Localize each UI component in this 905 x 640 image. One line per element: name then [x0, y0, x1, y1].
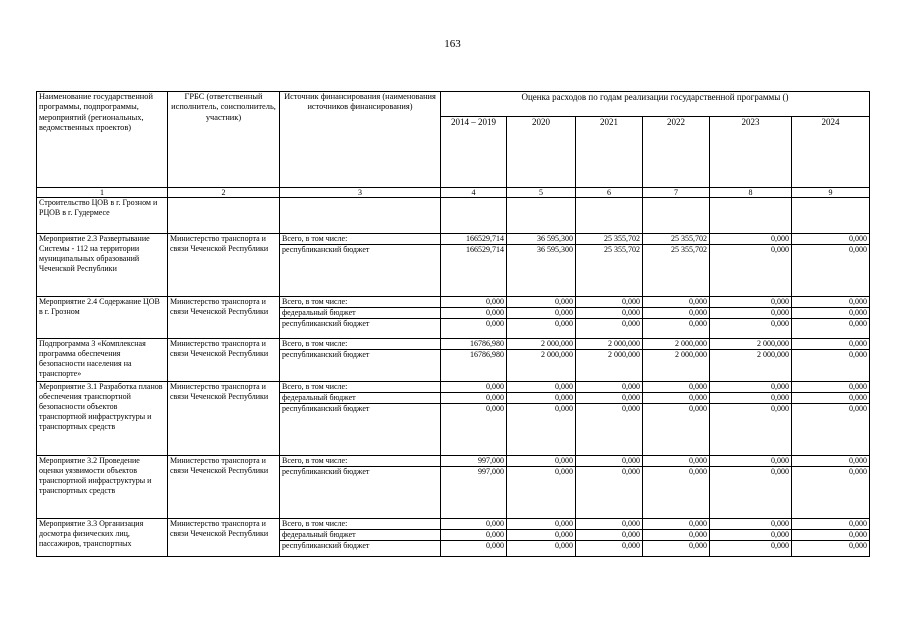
amount-cell: 0,000 — [792, 319, 870, 339]
amount-cell: 36 595,300 — [507, 245, 576, 297]
table-row — [37, 297, 870, 308]
header-grbs: ГРБС (ответственный исполнитель, соисполнитель, участник) — [168, 92, 280, 188]
column-number: 8 — [710, 188, 792, 198]
amount-cell: 0,000 — [643, 519, 710, 530]
item-grbs — [168, 198, 280, 234]
amount-cell: 0,000 — [643, 467, 710, 519]
amount-cell: 0,000 — [441, 308, 507, 319]
table-body — [37, 198, 870, 557]
funding-source: Всего, в том числе: — [280, 234, 441, 245]
header-source: Источник финансирования (наименования источников финансирования) — [280, 92, 441, 188]
header-group: Оценка расходов по годам реализации государственной программы () — [441, 92, 870, 117]
funding-source: Всего, в том числе: — [280, 456, 441, 467]
funding-source: республиканский бюджет — [280, 404, 441, 456]
amount-cell: 0,000 — [643, 308, 710, 319]
column-number: 5 — [507, 188, 576, 198]
amount-cell: 0,000 — [441, 530, 507, 541]
table-row — [37, 339, 870, 350]
amount-cell — [710, 198, 792, 234]
funding-source: федеральный бюджет — [280, 393, 441, 404]
amount-cell: 0,000 — [441, 297, 507, 308]
amount-cell: 25 355,702 — [576, 245, 643, 297]
table-row — [37, 456, 870, 467]
item-name: Мероприятие 3.3 Организация досмотра физических лиц, пассажиров, транспортных — [37, 519, 168, 557]
column-numbers-row — [37, 188, 870, 198]
amount-cell: 2 000,000 — [576, 350, 643, 382]
amount-cell: 0,000 — [507, 393, 576, 404]
amount-cell: 36 595,300 — [507, 234, 576, 245]
item-grbs: Министерство транспорта и связи Чеченской Республики — [168, 382, 280, 456]
amount-cell: 0,000 — [710, 467, 792, 519]
amount-cell: 0,000 — [507, 530, 576, 541]
amount-cell: 0,000 — [643, 456, 710, 467]
amount-cell: 0,000 — [792, 467, 870, 519]
amount-cell: 2 000,000 — [643, 350, 710, 382]
amount-cell: 2 000,000 — [576, 339, 643, 350]
item-grbs: Министерство транспорта и связи Чеченской Республики — [168, 234, 280, 297]
amount-cell: 0,000 — [576, 297, 643, 308]
amount-cell: 0,000 — [792, 519, 870, 530]
table-row — [37, 198, 870, 234]
amount-cell: 0,000 — [710, 519, 792, 530]
amount-cell: 0,000 — [441, 319, 507, 339]
amount-cell: 0,000 — [792, 456, 870, 467]
amount-cell: 0,000 — [643, 530, 710, 541]
amount-cell: 0,000 — [441, 393, 507, 404]
amount-cell: 166529,714 — [441, 234, 507, 245]
funding-source: республиканский бюджет — [280, 350, 441, 382]
amount-cell: 997,000 — [441, 456, 507, 467]
funding-source: республиканский бюджет — [280, 541, 441, 557]
amount-cell: 0,000 — [643, 319, 710, 339]
amount-cell: 0,000 — [710, 234, 792, 245]
amount-cell: 2 000,000 — [507, 350, 576, 382]
header-name: Наименование государственной программы, подпрограммы, мероприятий (региональных, ведомственных проектов) — [37, 92, 168, 188]
item-name: Строительство ЦОВ в г. Грозном и РЦОВ в г. Гудермесе — [37, 198, 168, 234]
item-name: Мероприятие 3.2 Проведение оценки уязвимости объектов транспортной инфраструктуры и транспортных средств — [37, 456, 168, 519]
amount-cell: 0,000 — [576, 467, 643, 519]
amount-cell: 25 355,702 — [576, 234, 643, 245]
amount-cell: 0,000 — [710, 393, 792, 404]
funding-source: республиканский бюджет — [280, 467, 441, 519]
amount-cell: 0,000 — [507, 319, 576, 339]
amount-cell: 0,000 — [507, 297, 576, 308]
funding-source: республиканский бюджет — [280, 319, 441, 339]
funding-source: федеральный бюджет — [280, 308, 441, 319]
amount-cell: 0,000 — [507, 308, 576, 319]
table-row — [37, 382, 870, 393]
table-row — [37, 234, 870, 245]
amount-cell: 0,000 — [710, 308, 792, 319]
amount-cell: 0,000 — [792, 245, 870, 297]
funding-source: Всего, в том числе: — [280, 382, 441, 393]
amount-cell: 0,000 — [507, 382, 576, 393]
column-number: 1 — [37, 188, 168, 198]
amount-cell: 0,000 — [576, 541, 643, 557]
amount-cell: 0,000 — [576, 530, 643, 541]
amount-cell: 2 000,000 — [643, 339, 710, 350]
expense-table — [36, 91, 870, 557]
item-name: Мероприятие 2.4 Содержание ЦОВ в г. Грозном — [37, 297, 168, 339]
amount-cell: 0,000 — [643, 382, 710, 393]
amount-cell: 0,000 — [710, 382, 792, 393]
amount-cell: 25 355,702 — [643, 234, 710, 245]
item-name: Подпрограмма 3 «Комплексная программа обеспечения безопасности населения на транспорте» — [37, 339, 168, 382]
column-number: 7 — [643, 188, 710, 198]
funding-source: Всего, в том числе: — [280, 297, 441, 308]
funding-source: федеральный бюджет — [280, 530, 441, 541]
amount-cell: 0,000 — [792, 530, 870, 541]
column-number: 9 — [792, 188, 870, 198]
amount-cell: 0,000 — [710, 404, 792, 456]
amount-cell — [576, 198, 643, 234]
amount-cell: 2 000,000 — [507, 339, 576, 350]
amount-cell: 166529,714 — [441, 245, 507, 297]
item-grbs: Министерство транспорта и связи Чеченской Республики — [168, 339, 280, 382]
item-name: Мероприятие 2.3 Развертывание Системы - 112 на территории муниципальных образований Чеченской Республики — [37, 234, 168, 297]
amount-cell: 0,000 — [576, 319, 643, 339]
amount-cell: 0,000 — [576, 393, 643, 404]
amount-cell: 0,000 — [576, 382, 643, 393]
item-grbs: Министерство транспорта и связи Чеченской Республики — [168, 519, 280, 557]
amount-cell: 2 000,000 — [710, 350, 792, 382]
amount-cell: 0,000 — [792, 541, 870, 557]
amount-cell: 0,000 — [710, 297, 792, 308]
amount-cell — [507, 198, 576, 234]
amount-cell: 0,000 — [792, 234, 870, 245]
amount-cell: 0,000 — [576, 456, 643, 467]
page-number: 163 — [444, 38, 461, 50]
amount-cell: 16786,980 — [441, 350, 507, 382]
column-number: 2 — [168, 188, 280, 198]
header-year: 2022 — [643, 117, 710, 188]
amount-cell: 0,000 — [710, 530, 792, 541]
header-year: 2024 — [792, 117, 870, 188]
amount-cell: 997,000 — [441, 467, 507, 519]
table-row — [37, 519, 870, 530]
header-year: 2021 — [576, 117, 643, 188]
amount-cell: 0,000 — [792, 393, 870, 404]
funding-source: Всего, в том числе: — [280, 519, 441, 530]
column-number: 4 — [441, 188, 507, 198]
amount-cell: 0,000 — [441, 404, 507, 456]
header-year: 2014 – 2019 — [441, 117, 507, 188]
amount-cell: 0,000 — [507, 519, 576, 530]
amount-cell: 0,000 — [792, 382, 870, 393]
column-number: 6 — [576, 188, 643, 198]
amount-cell — [792, 198, 870, 234]
table-header — [37, 92, 870, 198]
amount-cell: 0,000 — [507, 404, 576, 456]
item-grbs: Министерство транспорта и связи Чеченской Республики — [168, 456, 280, 519]
funding-source — [280, 198, 441, 234]
amount-cell: 0,000 — [710, 319, 792, 339]
amount-cell: 0,000 — [643, 297, 710, 308]
amount-cell: 0,000 — [710, 541, 792, 557]
amount-cell: 0,000 — [441, 541, 507, 557]
amount-cell — [643, 198, 710, 234]
item-grbs: Министерство транспорта и связи Чеченской Республики — [168, 297, 280, 339]
amount-cell: 0,000 — [792, 339, 870, 350]
amount-cell: 25 355,702 — [643, 245, 710, 297]
amount-cell: 0,000 — [507, 456, 576, 467]
column-number: 3 — [280, 188, 441, 198]
amount-cell: 0,000 — [576, 404, 643, 456]
amount-cell: 0,000 — [507, 541, 576, 557]
amount-cell: 0,000 — [792, 308, 870, 319]
amount-cell: 0,000 — [441, 519, 507, 530]
amount-cell — [441, 198, 507, 234]
funding-source: республиканский бюджет — [280, 245, 441, 297]
amount-cell: 0,000 — [643, 541, 710, 557]
amount-cell: 0,000 — [792, 350, 870, 382]
amount-cell: 0,000 — [710, 245, 792, 297]
amount-cell: 0,000 — [710, 456, 792, 467]
amount-cell: 0,000 — [441, 382, 507, 393]
amount-cell: 2 000,000 — [710, 339, 792, 350]
header-year: 2023 — [710, 117, 792, 188]
amount-cell: 0,000 — [643, 393, 710, 404]
amount-cell: 0,000 — [507, 467, 576, 519]
amount-cell: 0,000 — [576, 519, 643, 530]
funding-source: Всего, в том числе: — [280, 339, 441, 350]
amount-cell: 0,000 — [792, 297, 870, 308]
amount-cell: 0,000 — [576, 308, 643, 319]
header-year: 2020 — [507, 117, 576, 188]
amount-cell: 0,000 — [792, 404, 870, 456]
amount-cell: 16786,980 — [441, 339, 507, 350]
item-name: Мероприятие 3.1 Разработка планов обеспечения транспортной безопасности объектов транспортной инфраструктуры и транспортных средств — [37, 382, 168, 456]
amount-cell: 0,000 — [643, 404, 710, 456]
